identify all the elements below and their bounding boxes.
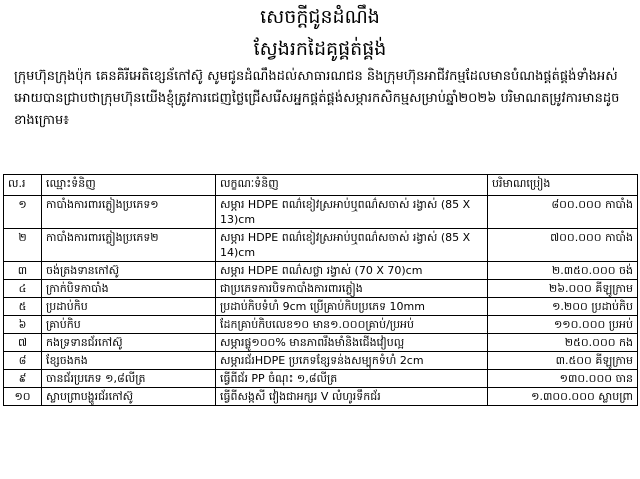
- row-number: ១: [4, 196, 42, 229]
- table-row: [4, 316, 638, 334]
- table-header-row: [4, 175, 638, 196]
- item-quantity: ៣.៥០០ គីឡូក្រាម: [488, 352, 638, 370]
- header-item-name: ឈ្មោះទំនិញ: [42, 175, 216, 196]
- header-quantity: បរិមាណប្រៀង: [488, 175, 638, 196]
- table-row: [4, 370, 638, 388]
- item-name: ចានជ័រប្រភេទ ១,៨លីត្រ: [42, 370, 216, 388]
- item-spec: ប្រដាប់កិបទំហំ 9cm ប្រើគ្រាប់កិបប្រភេទ 10mm: [216, 298, 488, 316]
- notice-subtitle: ស្វែងរកដៃគូផ្គត់ផ្គង់: [253, 38, 387, 60]
- row-number: ៦: [4, 316, 42, 334]
- item-quantity: ១.៣០០.០០០ ស្លាបព្រា: [488, 388, 638, 406]
- header-specification: លក្ខណៈទំនិញ: [216, 175, 488, 196]
- row-number: ១០: [4, 388, 42, 406]
- item-quantity: ១.២០០ ប្រដាប់កិប: [488, 298, 638, 316]
- table-row: [4, 388, 638, 406]
- item-spec: ធ្វើពីជ័រ PP ចំណុះ ១,៨លីត្រ: [216, 370, 488, 388]
- item-quantity: ២៥០.០០០ កង: [488, 334, 638, 352]
- row-number: ៨: [4, 352, 42, 370]
- item-spec: សម្ភារ HDPE ពណ៌ខៀវស្រអាប់ឬពណ៌សចាស់ រង្វាស់ (85 X 13)cm: [216, 196, 488, 229]
- item-name: ចង់ត្រងទានកៅស៊ូ: [42, 262, 216, 280]
- item-name: ប្រដាប់កិប: [42, 298, 216, 316]
- item-spec: សម្ភារ HDPE ពណ៌ខៀវស្រអាប់ឬពណ៌សចាស់ រង្វាស់ (85 X 14)cm: [216, 229, 488, 262]
- item-quantity: ១៣០.០០០ ចាន: [488, 370, 638, 388]
- item-quantity: ២៦.០០០ គីឡូក្រាម: [488, 280, 638, 298]
- item-name: កាបាំងការពារភ្លៀងប្រភេទ១: [42, 196, 216, 229]
- intro-paragraph: ក្រុមហ៊ុនក្រុងប៉ុក គេនគិរីអេតិខ្សេន័កៅស៊ូ សូមជូនដំណឹងដល់សាធារណជន និងក្រុមហ៊ុនអាជីវកម្មដែលមានបំណងផ្គត់ផ្គង់ទាំងអស់អោយបានជ្រាបថាក្រុមហ៊ុនយើងខ្ញុំត្រូវការជេញថ្លៃជ្រើសរើសអ្នកផ្គត់ផ្គង់សម្ភារកសិកម្មសម្រាប់ឆ្នាំ២០២៦ បរិមាណតម្រូវការមានដូចខាងក្រោម៖: [14, 69, 620, 128]
- item-quantity: ៧០០.០០០ កាបាំង: [488, 229, 638, 262]
- item-spec: សម្ភារជ័រHDPE ប្រភេទខ្សែទន់ងសម្បុកទំហំ 2cm: [216, 352, 488, 370]
- item-spec: ជាប្រភេទការបិទកាបាំងការពារភ្លៀង: [216, 280, 488, 298]
- item-spec: សម្ភារ HDPE ពណ៌សថ្លា រង្វាស់ (70 X 70)cm: [216, 262, 488, 280]
- item-spec: ធ្វើពីសង្កសី វៀងជាអក្សរ V លំហូរទឹកជ័រ: [216, 388, 488, 406]
- header-no: ល.រ: [4, 175, 42, 196]
- table-row: [4, 334, 638, 352]
- table-row: [4, 229, 638, 262]
- item-quantity: ២.៣៥០.០០០ ចង់: [488, 262, 638, 280]
- notice-title: សេចក្តីជូនដំណឹង: [260, 6, 380, 28]
- row-number: ២: [4, 229, 42, 262]
- item-quantity: ៨០០.០០០ កាបាំង: [488, 196, 638, 229]
- row-number: ៣: [4, 262, 42, 280]
- item-name: កាបាំងការពារភ្លៀងប្រភេទ២: [42, 229, 216, 262]
- item-spec: ដែកគ្រាប់កិបលេខ១០ មាន១.០០០គ្រាប់/ប្រអប់: [216, 316, 488, 334]
- table-row: [4, 352, 638, 370]
- item-name: គ្រាប់កិប: [42, 316, 216, 334]
- table-row: [4, 298, 638, 316]
- table-row: [4, 280, 638, 298]
- item-quantity: ១១០.០០០ ប្រអប់: [488, 316, 638, 334]
- requirements-table: [3, 174, 638, 406]
- table-row: [4, 196, 638, 229]
- row-number: ៥: [4, 298, 42, 316]
- table-row: [4, 262, 638, 280]
- row-number: ៩: [4, 370, 42, 388]
- item-name: ក្រាក់បិទកាបាំង: [42, 280, 216, 298]
- item-name: កងទ្រទានជ័រកៅស៊ូ: [42, 334, 216, 352]
- item-name: ស្លាបព្រាបង្ហូរជ័រកៅស៊ូ: [42, 388, 216, 406]
- row-number: ៧: [4, 334, 42, 352]
- item-spec: សម្ភារផ្លូ១០០% មានភាពរឹងមាំនិងជើងវៀបល្អ: [216, 334, 488, 352]
- row-number: ៤: [4, 280, 42, 298]
- item-name: ខ្សែចងកង: [42, 352, 216, 370]
